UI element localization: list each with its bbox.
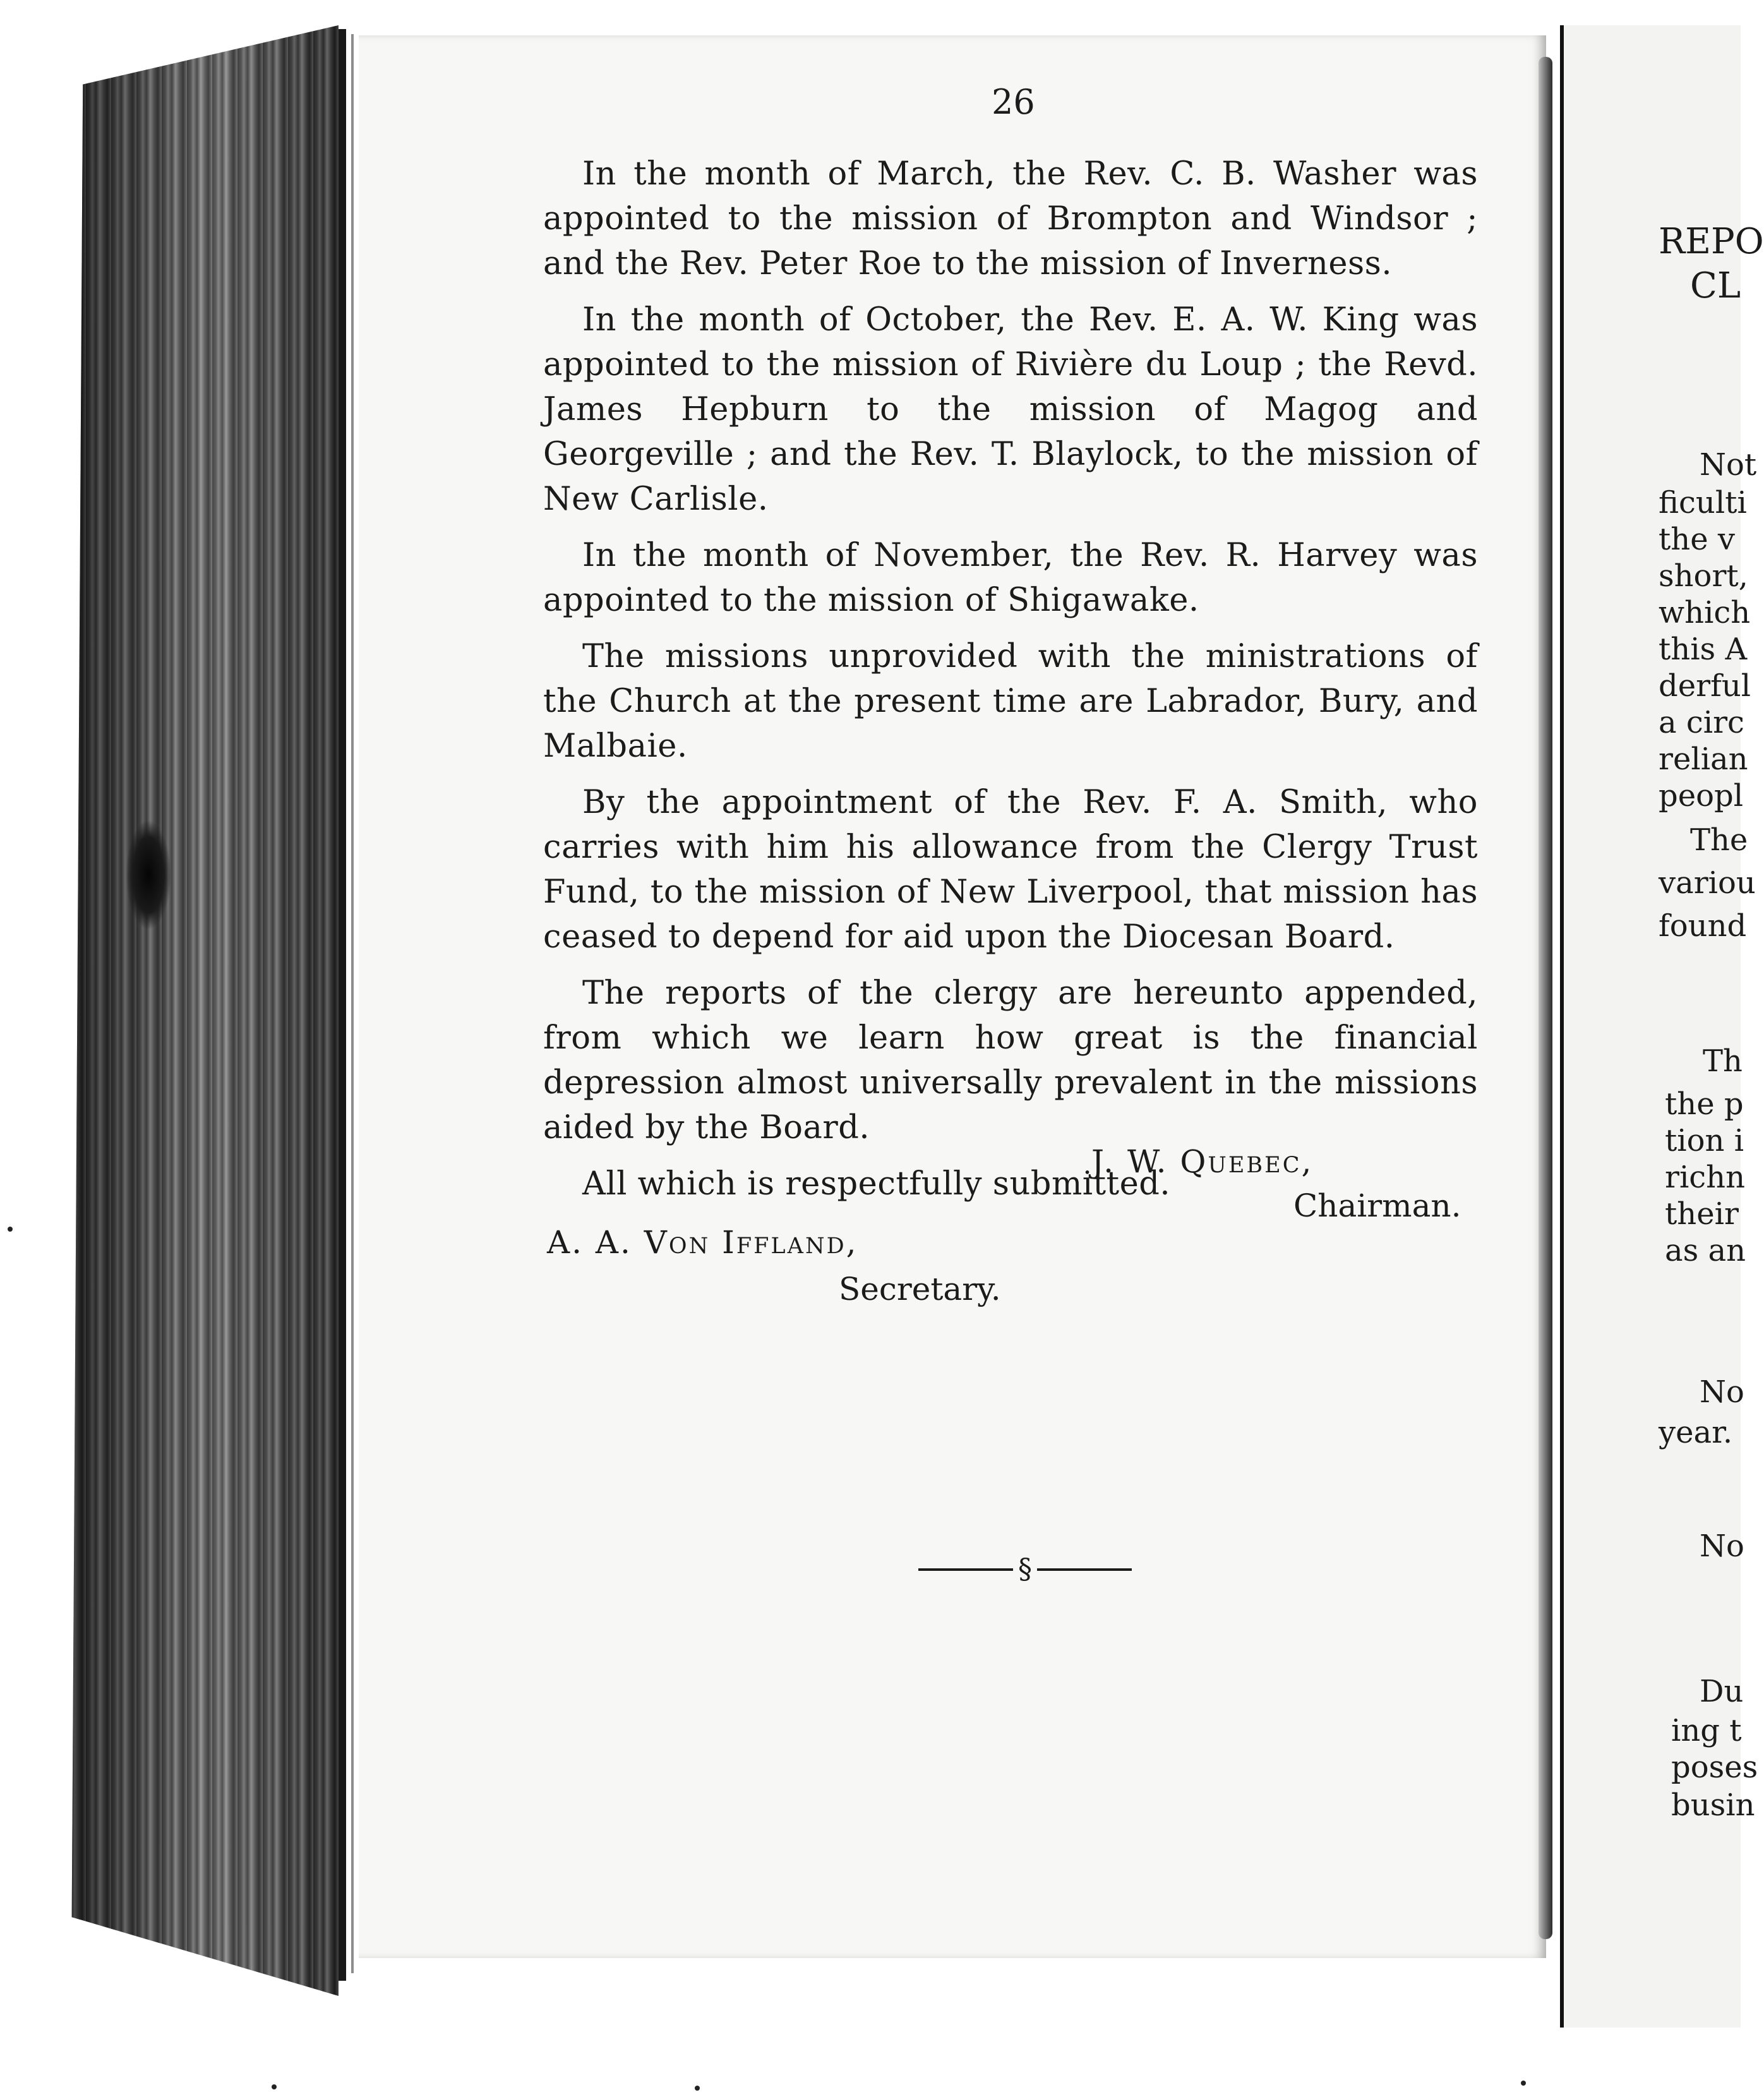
page-edge-blot — [126, 821, 171, 928]
page-binding-edge — [1539, 57, 1552, 1939]
paragraph-clergy-reports: The reports of the clergy are hereunto appended, from which we learn how great is the financial depression almost universally prevalent in the missions aided by the Board. — [543, 975, 1478, 1146]
secretary-signature: A. A. Von Iffland, — [547, 1224, 858, 1261]
scan-speck — [8, 1227, 13, 1232]
book-gutter-highlight — [351, 34, 354, 1973]
facing-text-line: No — [1700, 1374, 1744, 1410]
ornament-rule-right — [1037, 1568, 1132, 1571]
page-number: 26 — [992, 82, 1035, 122]
facing-text-line: the v — [1659, 522, 1735, 557]
paragraph-november-appointment: In the month of November, the Rev. R. Harvey was appointed to the mission of Shigawake. — [543, 537, 1478, 619]
paragraph-new-liverpool: By the appointment of the Rev. F. A. Smith, who carries with him his allowance from the Clergy Trust Fund, to the mission of New Liverpool, that mission has ceased to depend for aid upon the Diocesan Board. — [543, 784, 1478, 956]
scan-speck — [272, 2084, 277, 2089]
facing-text-line: derful — [1659, 668, 1751, 704]
scan-speck — [1521, 2081, 1526, 2086]
paragraph-submission: All which is respectfully submitted. — [582, 1165, 1171, 1203]
facing-heading-line: REPO — [1659, 221, 1764, 262]
section-ornament — [908, 1554, 1142, 1585]
facing-text-line: The — [1690, 822, 1748, 858]
facing-text-line: No — [1700, 1529, 1744, 1564]
facing-heading-line: CL — [1690, 265, 1741, 306]
facing-text-line: the p — [1665, 1086, 1744, 1122]
paragraph-march-appointments: In the month of March, the Rev. C. B. Washer was appointed to the mission of Brompton and Windsor ; and the Rev. Peter Roe to the mission of Inverness. — [543, 155, 1478, 282]
facing-text-line: ing t — [1671, 1713, 1742, 1748]
chairman-signature: J. W. Quebec, — [1091, 1143, 1314, 1180]
facing-text-line: ficulti — [1659, 485, 1747, 520]
facing-text-line: peopl — [1659, 778, 1744, 814]
facing-text-line: found — [1659, 908, 1747, 944]
facing-text-line: short, — [1659, 558, 1748, 594]
facing-text-line: busin — [1671, 1788, 1755, 1823]
facing-text-line: poses — [1671, 1750, 1758, 1785]
facing-text-line: a circ — [1659, 705, 1744, 740]
facing-text-line: year. — [1659, 1415, 1733, 1450]
report-body — [543, 152, 1478, 1218]
facing-text-line: Th — [1703, 1043, 1743, 1079]
book-gutter — [339, 29, 346, 1981]
facing-page — [1560, 25, 1764, 2028]
scan-speck — [695, 2086, 700, 2091]
facing-text-line: this A — [1659, 632, 1748, 667]
facing-text-line: richn — [1665, 1160, 1746, 1195]
book-page-edge-shading — [61, 25, 339, 1996]
facing-text-line: Not — [1700, 447, 1757, 483]
facing-text-line: variou — [1659, 865, 1756, 901]
chairman-title: Chairman. — [1293, 1187, 1461, 1224]
facing-text-line: as an — [1665, 1233, 1746, 1268]
paragraph-october-appointments: In the month of October, the Rev. E. A. W. King was appointed to the mission of Rivière du Loup ; the Revd. James Hepburn to the mission of Magog and Georgeville ; and the Rev. T. Blaylock, to the mission of New Carlisle. — [543, 301, 1478, 518]
facing-text-line: which — [1659, 595, 1751, 630]
ornament-rule-left — [918, 1568, 1013, 1571]
facing-text-line: relian — [1659, 742, 1748, 777]
facing-text-line: their — [1665, 1196, 1739, 1232]
facing-text-line: Du — [1700, 1674, 1744, 1709]
section-mark-glyph: § — [1018, 1553, 1032, 1585]
facing-text-line: tion i — [1665, 1123, 1744, 1158]
paragraph-unprovided-missions: The missions unprovided with the ministrations of the Church at the present time are Labrador, Bury, and Malbaie. — [543, 638, 1478, 765]
secretary-title: Secretary. — [839, 1271, 1001, 1307]
